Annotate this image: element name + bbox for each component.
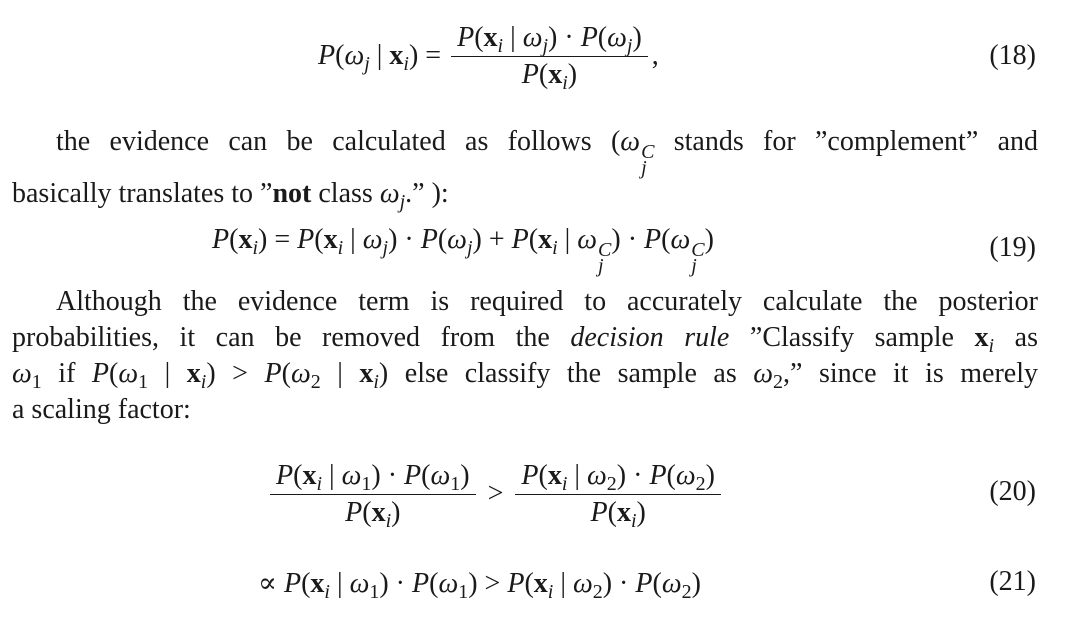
equation-21	[0, 564, 1080, 604]
equation-number-18: (18)	[989, 40, 1036, 71]
equation-number-21: (21)	[989, 566, 1036, 597]
equation-20-body	[266, 452, 725, 536]
paragraph-decision-rule-line-3: $\omega_1$ if $P(\omega_1$ | $x_i) > P(\omega_2$ | $x_i$) else classify the sample as $\omega_2$,” since it is merely	[12, 358, 1039, 393]
eq18-denominator: $P(x_i)$	[451, 56, 648, 89]
paragraph-evidence	[12, 124, 1038, 212]
equation-18	[0, 14, 1080, 98]
paragraph-decision-rule-line-2: probabilities, it can be removed from the decision rule ”Classify sample $x_i$ as	[12, 322, 1038, 357]
equation-21-body: ∝ $P(x_i$ | $\omega_1) \cdot P(\omega_1) > P(x_i$ | $\omega_2) \cdot P(\omega_2)$	[258, 568, 701, 603]
eq20-left-fraction: $\frac{P(x_i | \omega_1) \cdot P(\omega_1)}{P(x_i)}$	[270, 462, 476, 527]
equation-18-body	[318, 14, 659, 98]
paragraph-evidence-line-1: the evidence can be calculated as follows (ω C j stands for ”complement” and	[56, 126, 1038, 179]
paragraph-decision-rule	[12, 284, 1038, 428]
eq18-lhs: $P(\omega_j$ | $x_i$) =	[318, 40, 442, 75]
paragraph-decision-rule-line-1: Although the evidence term is required to accurately calculate the posterior	[56, 286, 1038, 317]
eq20-right-fraction: $\frac{P(x_i | \omega_2) \cdot P(\omega_2)}{P(x_i)}$	[515, 462, 721, 527]
equation-19	[0, 224, 1080, 277]
eq20-operator: >	[487, 478, 504, 509]
eq18-fraction	[451, 21, 648, 94]
equation-number-20: (20)	[989, 476, 1036, 507]
equation-number-19: (19)	[989, 232, 1036, 263]
paragraph-evidence-line-2: basically translates to ”not class $\omega_j$.” ):	[12, 178, 449, 213]
paragraph-decision-rule-line-4: a scaling factor:	[12, 394, 191, 425]
eq18-numerator: $P(x_i$ | $\omega_j) \cdot P(\omega_j)$	[457, 21, 642, 57]
equation-19-body: $P(x_i) = P(x_i$ | $\omega_j) \cdot P(\omega_j) + P(x_i$ | ω C j ) · P(ω C j )	[212, 224, 714, 277]
equation-20	[0, 452, 1080, 536]
eq18-trailing: ,	[651, 40, 659, 71]
